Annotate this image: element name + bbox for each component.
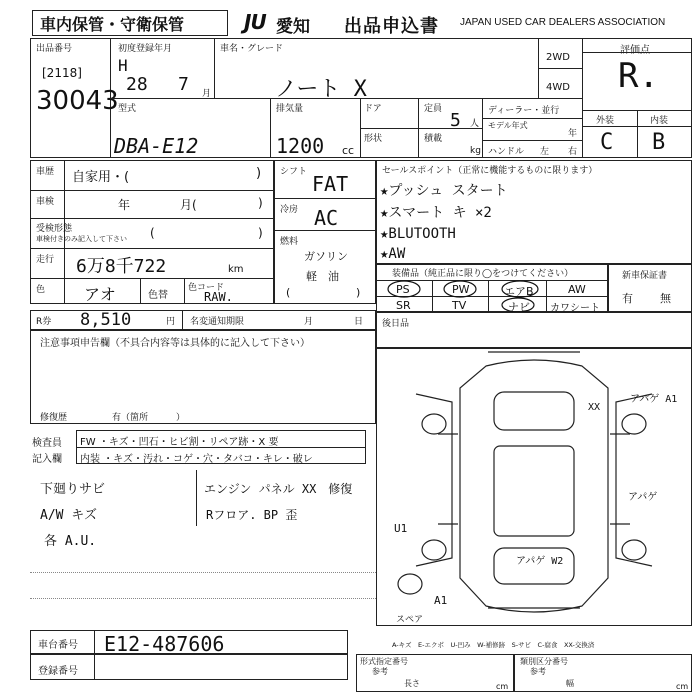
equipment-label: 装備品（純正品に限り◯をつけてください） [392, 269, 574, 279]
sales-point-item: ★AW [380, 246, 406, 262]
damage-mark: アパゲ [628, 492, 658, 503]
registration-era: H [118, 56, 128, 75]
interior-label: 内装 [650, 116, 669, 126]
handwritten-note: A/W キズ [40, 508, 98, 523]
sales-point-item: ★BLUTOOTH [380, 226, 456, 242]
fuel-close: ) [356, 286, 361, 299]
mileage-unit: km [228, 264, 244, 275]
dealer-label: ディーラー・並行 [488, 106, 560, 116]
fuel-open: ( [286, 286, 291, 299]
damage-mark: アパゲ A1 [630, 394, 678, 405]
registration-month: 7 [178, 74, 189, 95]
mileage-value: 6万8千722 [76, 256, 167, 277]
shift-value: FAT [312, 172, 349, 196]
fuel-gasoline: ガソリン [304, 250, 348, 263]
registration-label: 初度登録年月 [118, 44, 173, 54]
doors-label: ドア [364, 104, 382, 114]
drive-2wd: 2WD [546, 52, 570, 63]
inspection-close: ) [258, 196, 263, 210]
lot-number-label: 出品番号 [36, 44, 73, 54]
type-designation-unit: cm [496, 682, 509, 691]
inspector-label: 検査員 [32, 438, 62, 449]
displacement-label: 排気量 [276, 104, 304, 114]
inspector-interior-row: 内装 ・キズ・汚れ・コゲ・穴・タバコ・キレ・破レ [80, 454, 313, 465]
capacity-label: 定員 [424, 104, 443, 114]
equipment-tv: TV [452, 299, 467, 312]
warranty-yes: 有 [622, 292, 633, 305]
handle-label: ハンドル [488, 147, 525, 157]
fuel-label: 燃料 [280, 237, 299, 247]
drive-4wd: 4WD [546, 82, 570, 93]
inspection-month: 月( [180, 198, 197, 212]
chassis-label: 車台番号 [38, 640, 78, 651]
damage-mark: XX [588, 402, 601, 413]
org-name: 愛知 [276, 17, 310, 37]
inspector-fw-row: FW ・キズ・凹石・ヒビ割・リペア跡・X 要 [80, 437, 279, 448]
lot-bracket-number: [2118] [42, 66, 82, 80]
color-code-value: RAW. [204, 290, 233, 304]
capacity-unit: 人 [470, 119, 480, 129]
storage-type-label: 車内保管・守衛保管 [40, 15, 185, 34]
history-value: 自家用・( [72, 170, 130, 185]
damage-legend: A-キズ E-エクボ U-凹み W-補修跡 S-サビ C-腐食 XX-交換済 [392, 641, 595, 649]
ac-value: AC [314, 206, 339, 230]
interior-value: B [652, 130, 666, 155]
category-ref: 参考 [530, 667, 546, 676]
registration-month-unit: 月 [202, 89, 212, 99]
color-label: 色 [36, 285, 46, 295]
type-designation-label: 形式指定番号 [360, 657, 408, 666]
equipment-sr: SR [396, 299, 411, 312]
exterior-value: C [600, 130, 614, 155]
category-width: 幅 [566, 679, 574, 688]
model-label: 型式 [118, 104, 137, 114]
color-change-label: 色替 [148, 290, 168, 301]
fuel-diesel: 軽 油 [306, 270, 339, 283]
mileage-label: 走行 [36, 255, 55, 265]
reception-label: 受検形態 [36, 224, 73, 234]
inspector-entry-label: 記入欄 [32, 454, 62, 465]
reg-number-label: 登録番号 [38, 666, 78, 677]
load-label: 積載 [424, 134, 443, 144]
post-items-section [376, 312, 692, 348]
history-close: ) [256, 166, 262, 181]
color-code-label: 色コード [188, 283, 225, 293]
handwritten-note: 各 A.U. [44, 534, 97, 549]
name-change-month: 月 [304, 317, 314, 327]
inspection-year: 年 [118, 198, 131, 212]
repair-history-yes: 有（箇所 [112, 413, 149, 423]
type-designation-ref: 参考 [372, 667, 388, 676]
name-change-day: 日 [354, 317, 364, 327]
ac-label: 冷房 [280, 205, 299, 215]
displacement-unit: cc [342, 144, 355, 157]
category-unit: cm [676, 682, 689, 691]
association-name: JAPAN USED CAR DEALERS ASSOCIATION [460, 17, 666, 28]
equipment-pw: PW [452, 283, 470, 296]
type-designation-length: 長さ [404, 679, 420, 688]
lot-number: 30043 [36, 86, 119, 116]
warranty-label: 新車保証書 [622, 271, 668, 281]
model-value: DBA-E12 [114, 134, 199, 158]
rating-value: R. [618, 56, 659, 96]
sales-point-item: ★プッシュ スタート [380, 183, 508, 199]
reception-close: ) [258, 226, 263, 240]
capacity-value: 5 [450, 110, 461, 131]
model-year-label: モデル年式 [488, 121, 528, 130]
shift-label: シフト [280, 167, 308, 177]
reception-note: 車検付きのみ記入して下さい [36, 235, 127, 243]
repair-history-label: 修復歴 [40, 413, 68, 423]
damage-mark: U1 [394, 522, 408, 535]
car-name-value: ノート X [275, 77, 367, 102]
recycle-value: 8,510 [80, 310, 132, 330]
exterior-label: 外装 [596, 116, 615, 126]
category-label: 類別区分番号 [520, 657, 568, 666]
shape-label: 形状 [364, 134, 383, 144]
equipment-airbag: エアB [504, 285, 534, 298]
repair-history-close: ） [176, 413, 186, 423]
color-value: アオ [84, 285, 116, 304]
chassis-value: E12-487606 [104, 632, 225, 656]
history-label: 車歴 [36, 167, 55, 177]
warranty-no: 無 [660, 292, 671, 305]
post-items-label: 後日品 [382, 319, 410, 329]
handle-right: 右 [568, 147, 578, 157]
damage-mark: A1 [434, 594, 448, 607]
equipment-leather-seat: カワシート [550, 303, 600, 314]
car-name-label: 車名・グレード [220, 44, 284, 54]
equipment-circle-marks [376, 264, 608, 312]
equipment-ps: PS [396, 283, 410, 296]
form-title: 出品申込書 [344, 16, 439, 37]
name-change-label: 名変通知期限 [190, 317, 245, 327]
load-unit: kg [470, 146, 481, 156]
damage-mark: アパゲ W2 [516, 556, 564, 567]
handwritten-note: エンジン パネル XX 修復 [204, 482, 353, 496]
notes-label: 注意事項申告欄（不具合内容等は具体的に記入して下さい） [40, 338, 310, 349]
inspection-label: 車検 [36, 197, 55, 207]
recycle-unit: 円 [166, 317, 176, 327]
reception-open: ( [150, 226, 155, 240]
recycle-label: R券 [36, 317, 52, 327]
equipment-aw: AW [568, 283, 586, 296]
sales-points-label: セールスポイント（正常に機能するものに限ります） [382, 166, 598, 176]
handle-left: 左 [540, 147, 550, 157]
rating-label: 評価点 [620, 45, 650, 56]
spare-label: スペア [396, 615, 424, 625]
handwritten-note: 下廻りサビ [40, 482, 106, 497]
equipment-navi: ナビ [508, 301, 530, 314]
model-year-unit: 年 [568, 129, 578, 139]
handwritten-note: Rフロア. BP 歪 [206, 508, 298, 522]
ju-logo: JU [244, 10, 266, 34]
registration-year: 28 [126, 74, 148, 95]
displacement-value: 1200 [276, 134, 325, 158]
sales-point-item: ★スマート キ ×2 [380, 205, 492, 221]
